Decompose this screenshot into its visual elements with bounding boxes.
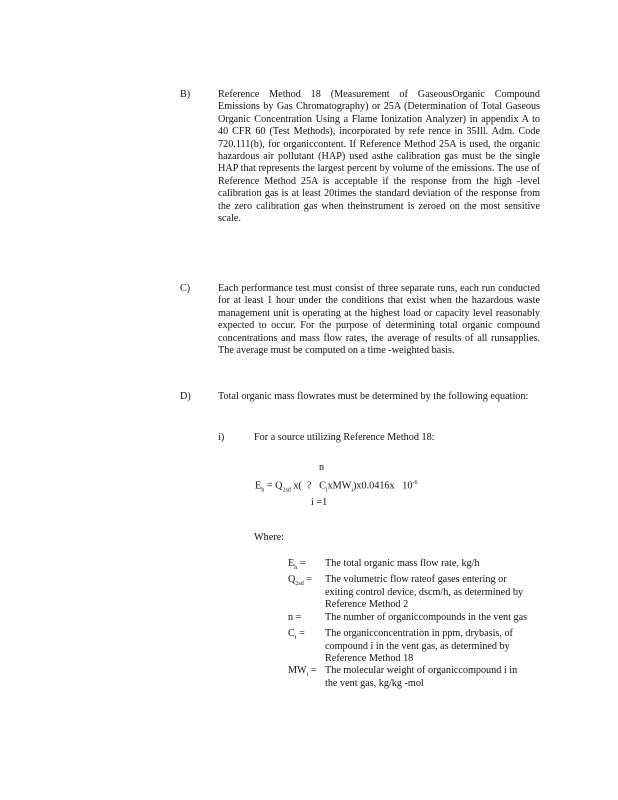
definition-text: The organicconcentration in ppm, drybasis, of compound i in the vent gas, as determined by Reference Method 18 <box>325 628 513 664</box>
item-text: Reference Method 18 (Measurement of GaseousOrganic Compound Emissions by Gas Chromatography) or 25A (Determination of Total Gaseous Organic Concentration Using a Flame Ionization Analyzer) in appendix A to 40 CFR 60 (Test Methods), incorporated by refe rence in 35Ill. Adm. Code 720.111(b), for organiccontent. If Reference Method 25A is used, the organic hazardous air pollutant (HAP) used asthe calibration gas must be the single HAP that represents the largest percent by volume of the emissions. The use of Reference Method 25A is acceptable if the response from the high -level calibration gas is at least 20times the standard deviation of the response from the zero calibration gas when theinstrument is zeroed on the most sensitive scale. <box>218 89 540 225</box>
definition-row <box>288 558 530 574</box>
definition-text: The molecular weight of organiccompound i in the vent gas, kg/kg -mol <box>325 665 518 689</box>
definition-text: The number of organiccompounds in the vent gas <box>325 611 528 623</box>
sub-item-text: For a source utilizing Reference Method 18: <box>254 432 435 443</box>
eq-q-sub: 2sd <box>282 487 291 494</box>
eq-exp: -6 <box>412 480 418 486</box>
sub-item-label: i) <box>218 432 225 443</box>
definition-term: $MW_i$ = <box>288 665 317 679</box>
equation-line <box>255 480 417 493</box>
eq-body-c: )x0.0416x <box>353 480 395 492</box>
item-text: Each performance test must consist of three separate runs, each run conducted for at least 1 hour under the conditions that exist when the hazardous waste management unit is operating at the highest load or capacity level reasonably expected to occur. For the purpose of determining total organic compound concentrations and mass flow rates, the average of results of all runsapplies. The average must be computed on a time -weighted basis. <box>218 283 540 357</box>
eq-mw-sub: i <box>351 487 354 494</box>
definition-row <box>288 612 530 628</box>
definitions-list <box>288 558 530 690</box>
definition-term: n = <box>288 611 302 623</box>
eq-q: Q <box>275 480 283 492</box>
definition-term: $C_i$ = <box>288 628 305 642</box>
where-label: Where: <box>254 532 284 543</box>
item-label: C) <box>180 283 191 294</box>
eq-c: C <box>319 480 326 492</box>
sum-lower-limit: i =1 <box>311 497 328 508</box>
eq-ten: 10 <box>402 480 413 492</box>
sum-upper-limit: n <box>319 462 325 473</box>
item-text: Total organic mass flowrates must be determined by the following equation: <box>218 391 529 402</box>
definition-row <box>288 628 530 665</box>
item-label: B) <box>180 89 191 100</box>
eq-equals: = <box>266 480 273 492</box>
eq-body-a: x( <box>293 480 302 492</box>
definition-term: $E_h$ = <box>288 558 306 572</box>
eq-sigma: ? <box>306 480 312 492</box>
definition-term: $Q_{2sd}$ = <box>288 574 312 588</box>
eq-lhs-sub: h <box>261 487 265 494</box>
eq-c-sub: i <box>325 487 328 494</box>
definition-text: The volumetric flow rateof gases entering or exiting control device, dscm/h, as determined by Reference Method 2 <box>325 574 524 611</box>
eq-body-b: xMW <box>327 480 352 492</box>
eq-lhs: E <box>255 480 262 492</box>
definition-row <box>288 665 530 690</box>
item-label: D) <box>180 391 191 402</box>
definition-text: The total organic mass flow rate, kg/h <box>325 558 480 569</box>
definition-row <box>288 574 530 611</box>
